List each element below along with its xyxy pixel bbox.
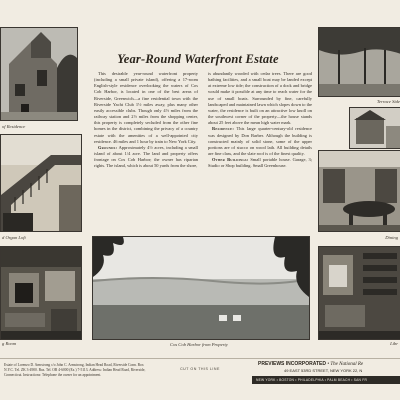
other-buildings-heading: Other Buildings:	[212, 157, 249, 163]
intro-paragraph: This desirable year-round waterfront property (including a small private island), offering a 17-room English-style residence overlooking the waters of Cos Cob Harbor, is located in one of the best areas of Riverside, Greenwich—a fine residential town with the Riverside Yacht Club 1½ miles away, plus many other easily accessible clubs. Though only 4½ miles from the railway station and 2½ miles from the shopping center, this property is completely secluded from the other fine homes in the district, combining the privacy of a country estate with the amenities of a well-appointed city residence. 46 miles and 1 hour by train to New York City.	[94, 71, 198, 144]
footer-divider	[0, 358, 400, 359]
residence-paragraph	[208, 126, 312, 157]
caption-library: Libr	[390, 341, 398, 346]
cut-line-label: CUT ON THIS LINE	[180, 367, 220, 371]
brochure-title: Year-Round Waterfront Estate	[117, 52, 279, 66]
caption-terrace: Terrace Side	[376, 99, 400, 104]
other-buildings-text: Small portable house. Garage, 3; Studio or Shop building. Small Greenhouse.	[208, 157, 313, 169]
office-cities-bar: NEW YORK • BOSTON • PHILADELPHIA • PALM BEACH • SAN FR	[252, 376, 400, 384]
living-room-photo	[0, 246, 82, 340]
library-photo	[318, 246, 400, 340]
residence-text: This large quarter-century-old residence was designed by Don Barber. Although the building is constructed mainly of solid stone, some of the upper portions are of stucco on wood lath. All building details are fine class, and the slate roof is of the finest quality.	[208, 126, 313, 157]
other-buildings-paragraph	[208, 157, 312, 169]
grounds-paragraph	[94, 145, 198, 170]
firm-name: PREVIEWS INCORPORATED	[258, 361, 326, 367]
firm-address: 49 EAST 53RD STREET, NEW YORK 22, N	[284, 368, 363, 373]
caption-harbor: Cos Cob Harbor from Property	[170, 342, 228, 347]
harbor-photo	[92, 236, 310, 340]
firm-name-line	[258, 361, 400, 367]
firm-tagline: • The National Re	[327, 362, 364, 367]
residence-exterior-photo	[0, 27, 78, 121]
island-paragraph: is abundantly wooded with cedar trees. There are good bathing facilities, and a small boat may be landed except at extreme low tide; the construction of a dock and bridge would make it possible at any time to reach water for the use of small boats. Surrounded by fine, carefully landscaped and maintained lawn which slopes down to the water, the residence is built on an attractive low knoll on the southwest corner of the property—the house stands about 25 feet above the mean high water mark.	[208, 71, 313, 126]
grounds-text: Approximately 4½ acres, including a small island of about 1/4 acre. The land and property offers frontage on Cos Cob Harbor; the owner has riparian rights. The island, which is about 50 yards from the shore,	[94, 144, 198, 169]
grounds-heading: Grounds:	[98, 144, 118, 150]
description-column-2	[208, 71, 312, 170]
description-column-1	[94, 71, 198, 170]
house-inset-photo	[349, 107, 400, 149]
caption-organ-loft: d Organ Loft	[2, 235, 26, 240]
owner-contact-info: Estate of Lorenzo D. Armstrong c/o John C. Armstrong, Indian Head Road, Riverside Conn. Box N.Y.C. Tel. ZK 3-4900. Bus. Tel. OR 4-6000 (Ex.) 7-5113. Address: Indian Head Road, Riverside, Connecticut. Instructions: Telephone the owner for an appointment.	[4, 363, 146, 378]
terrace-trees-photo	[318, 27, 400, 97]
dining-room-photo	[318, 150, 400, 232]
residence-heading: Residence:	[212, 126, 235, 132]
organ-loft-photo	[0, 134, 82, 232]
caption-exterior: of Residence	[2, 124, 26, 129]
caption-living-room: g Room	[2, 341, 17, 346]
caption-dining: Dining	[385, 235, 398, 240]
